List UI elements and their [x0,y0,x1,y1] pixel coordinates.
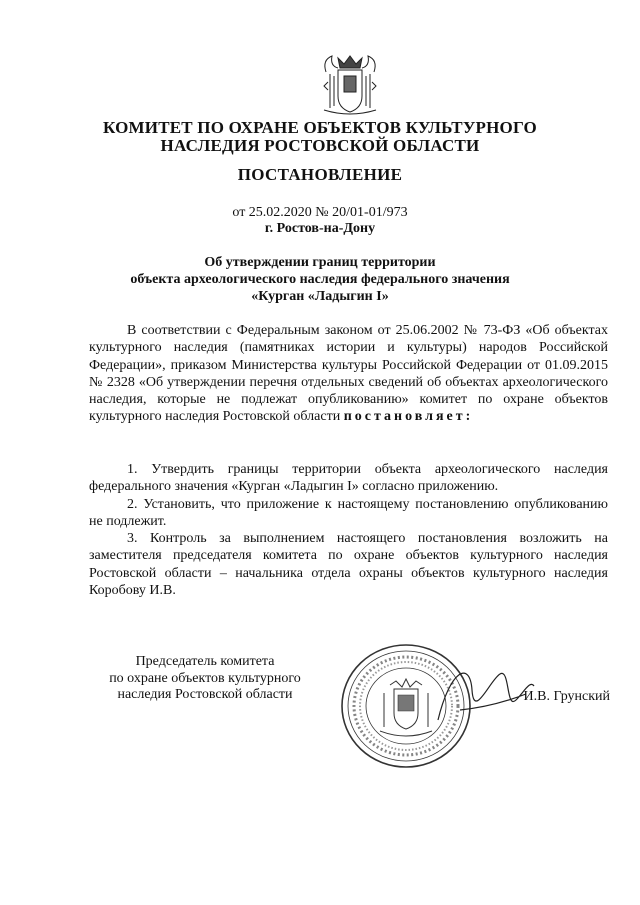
document-type: ПОСТАНОВЛЕНИЕ [237,165,403,184]
committee-line-1: КОМИТЕТ ПО ОХРАНЕ ОБЪЕКТОВ КУЛЬТУРНОГО [103,118,537,137]
committee-name [100,119,540,155]
signer-position [90,654,320,704]
subject-line-1: Об утверждении границ территории [204,255,436,270]
preamble-text: В соответствии с Федеральным законом от 25.06.2002 № 73-ФЗ «Об объектах культурного наследия (памятниках истории и культуры) народов Российской Федерации», приказом Министерства культуры Российской Федерации от 01.09.2015 № 2328 «Об утверждении перечня отдельных сведений об объектах археологического наследия, которые не подлежат опубликованию» комитет по охране объектов культурного наследия Ростовской области [89,323,608,425]
signer-name: И.В. Грунский [523,689,610,704]
position-line-3: наследия Ростовской области [117,687,293,702]
preamble-paragraph [89,322,608,426]
item-3: 3. Контроль за выполнением настоящего постановления возложить на заместителя председателя комитета по охране объектов культурного наследия Ростовской области – начальника отдела охраны объектов культурного наследия Коробову И.В. [89,531,608,599]
coat-of-arms-icon [318,52,382,118]
item-1: 1. Утвердить границы территории объекта археологического наследия федерального значения «Курган «Ладыгин I» согласно приложению. [89,462,608,495]
position-line-1: Председатель комитета [135,654,275,669]
document-subject [100,254,540,305]
resolves-word: постановляет: [343,409,474,425]
subject-line-2: объекта археологического наследия федерального значения [130,272,510,287]
date-and-number: от 25.02.2020 № 20/01-01/973 [232,205,408,220]
committee-line-2: НАСЛЕДИЯ РОСТОВСКОЙ ОБЛАСТИ [160,136,480,155]
subject-line-3: «Курган «Ладыгин I» [251,289,389,304]
position-line-2: по охране объектов культурного [109,670,301,686]
city: г. Ростов-на-Дону [264,221,376,236]
item-2: 2. Установить, что приложение к настоящему постановлению опубликованию не подлежит. [89,496,608,529]
resolution-items [89,461,608,599]
